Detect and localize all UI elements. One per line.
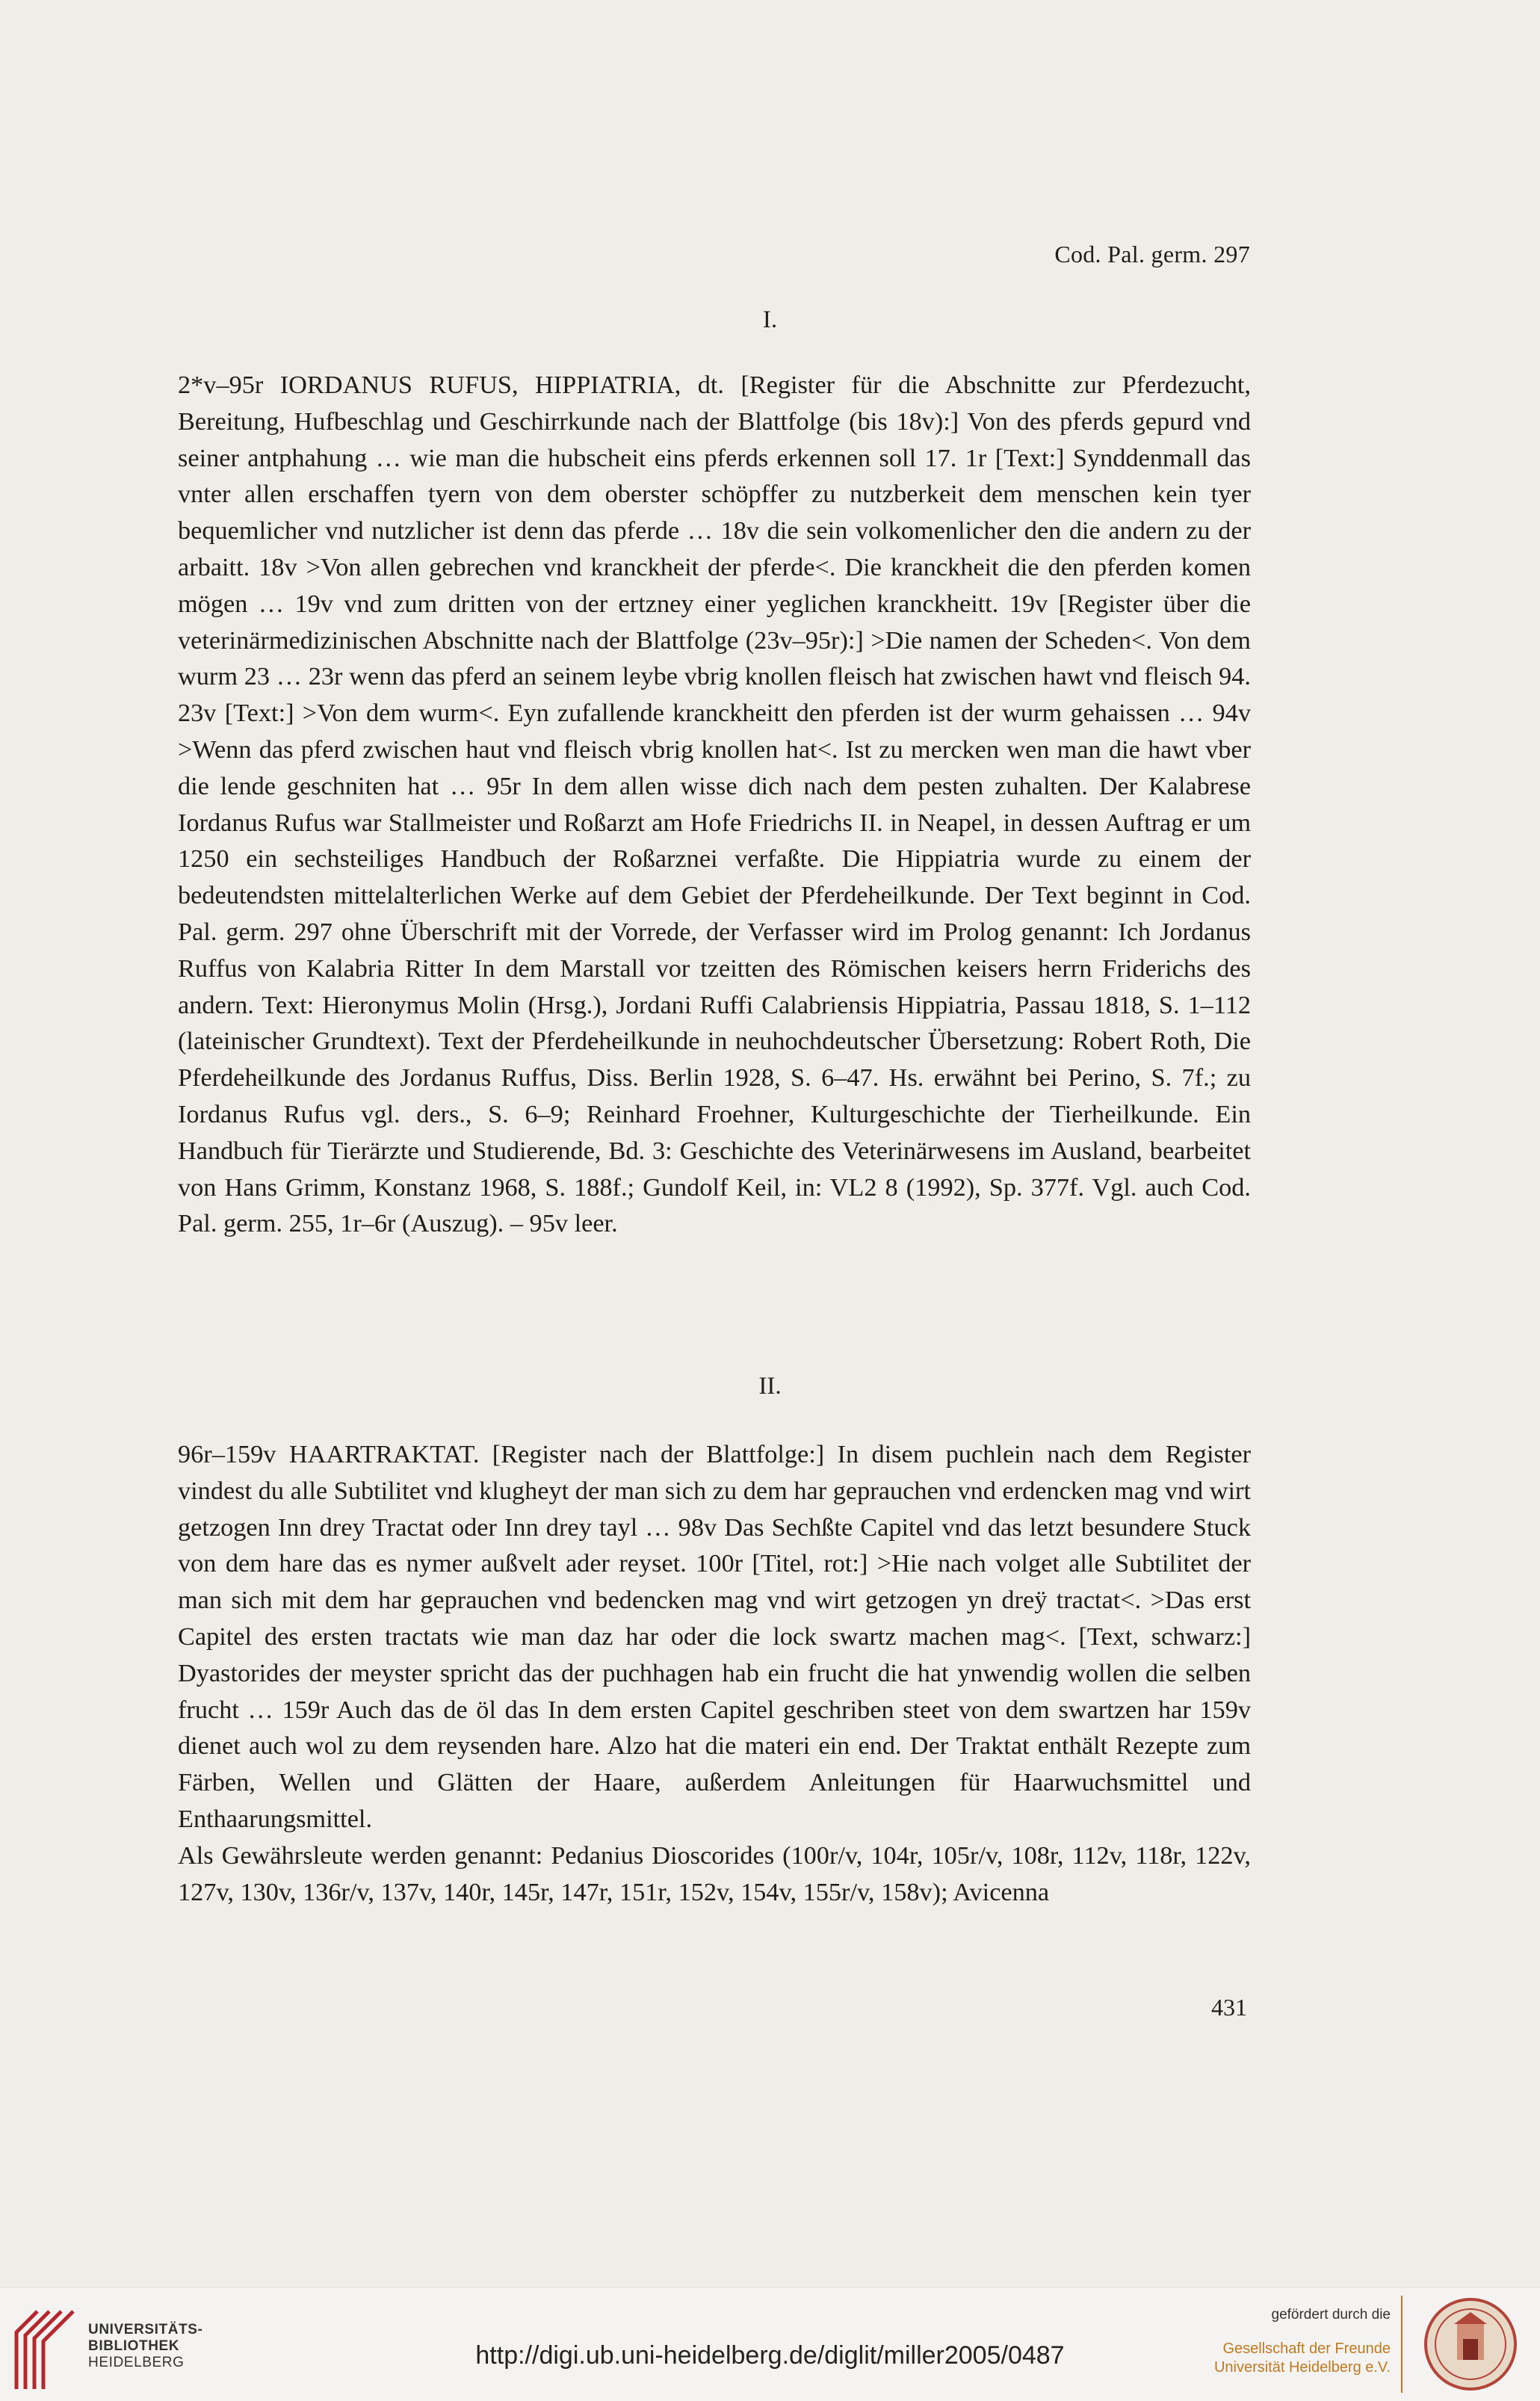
university-seal-icon [1418,2296,1523,2393]
section-numeral-1: I. [762,306,778,333]
university-library-name: UNIVERSITÄTS- BIBLIOTHEK HEIDELBERG [88,2322,203,2370]
source-url-link[interactable]: http://digi.ub.uni-heidelberg.de/diglit/miller2005/0487 [475,2341,1065,2370]
section-1-paragraph: 2*v–95r IORDANUS RUFUS, HIPPIATRIA, dt. [Register für die Abschnitte zur Pferdezucht, Bereitung, Hufbeschlag und Geschirrkunde nach der Blattfolge (bis 18v):] Von des pferds gepurd vnd seiner antphahung … wie man die hubscheit eins pferds erkennen soll 17. 1r [Text:] Synddenmall das vnter allen erschaffen tyern von dem oberster schöpffer zu nutzberkeit dem menschen kein tyer bequemlicher vnd nutzlicher ist denn das pferde … 18v die sein volkomenlicher den die andern zu der arbaitt. 18v >Von allen gebrechen vnd kranckheit der pferde<. Die kranckheit die den pferden komen mögen … 19v vnd zum dritten von der ertzney einer yeglichen kranckheitt. 19v [Register über die veterinärmedizinischen Abschnitte nach der Blattfolge (23v–95r):] >Die namen der Scheden<. Von dem wurm 23 … 23r wenn das pferd an seinem leybe vbrig knollen fleisch hat zwischen hawt vnd fleisch 94. 23v [Text:] >Von dem wurm<. Eyn zufallende kranckheitt den pferden ist der wurm gehaissen … 94v >Wenn das pferd zwischen haut vnd fleisch vbrig knollen hat<. Ist zu mercken wen man die hawt vber die lende geschniten hat … 95r In dem allen wisse dich nach dem pesten zuhalten. Der Kalabrese Iordanus Rufus war Stallmeister und Roßarzt am Hofe Friedrichs II. in Neapel, in dessen Auftrag er um 1250 ein sechsteiliges Handbuch der Roßarznei verfaßte. Die Hippiatria wurde zu einem der bedeutendsten mittelalterlichen Werke auf dem Gebiet der Pferdeheilkunde. Der Text beginnt in Cod. Pal. germ. 297 ohne Überschrift mit der Vorrede, der Verfasser wird im Prolog genannt: Ich Jordanus Ruffus von Kalabria Ritter In dem Marstall vor tzeitten des Römischen keisers herrn Friderichs des andern. Text: Hieronymus Molin (Hrsg.), Jordani Ruffi Calabriensis Hippiatria, Passau 1818, S. 1–112 (lateinischer Grundtext). Text der Pferdeheilkunde in neuhochdeutscher Übersetzung: Robert Roth, Die Pferdeheilkunde des Jordanus Ruffus, Diss. Berlin 1928, S. 6–47. Hs. erwähnt bei Perino, S. 7f.; zu Iordanus Rufus vgl. ders., S. 6–9; Reinhard Froehner, Kulturgeschichte der Tierheilkunde. Ein Handbuch für Tierärzte und Studierende, Bd. 3: Geschichte des Veterinärwesens im Ausland, bearbeitet von Hans Grimm, Konstanz 1968, S. 188f.; Gundolf Keil, in: VL2 8 (1992), Sp. 377f. Vgl. auch Cod. Pal. germ. 255, 1r–6r (Auszug). – 95v leer. [178,371,1251,1238]
sponsor-block: gefördert durch die Gesellschaft der Freunde Universität Heidelberg e.V. [1213,2307,1391,2376]
section-2-paragraph-2: Als Gewährsleute werden genannt: Pedanius Dioscorides (100r/v, 104r, 105r/v, 108r, 112v, 118r, 122v, 127v, 130v, 136r/v, 137v, 140r, 145r, 147r, 151r, 152v, 154v, 155r/v, 158v); Avicenna [178,1841,1251,1906]
section-2-body [178,1436,1251,1910]
page-number: 431 [1211,1994,1247,2021]
section-numeral-2: II. [758,1373,782,1400]
sponsor-divider [1401,2296,1403,2393]
section-1-body [178,367,1251,1242]
running-head: Cod. Pal. germ. 297 [1054,241,1250,268]
section-2-paragraph-1: 96r–159v HAARTRAKTAT. [Register nach der Blattfolge:] In disem puchlein nach dem Register vindest du alle Subtilitet vnd klugheyt der man sich zu dem har geprauchen vnd erdencken mag vnd wirt getzogen Inn drey Tractat oder Inn drey tayl … 98v Das Sechßte Capitel vnd das letzt besundere Stuck von dem hare das es nymer außvelt ader reyset. 100r [Titel, rot:] >Hie nach volget alle Subtilitet der man sich mit dem har geprauchen vnd bedencken mag vnd wirt getzogen yn dreÿ tractat<. >Das erst Capitel des ersten tractats wie man daz har oder die lock swartz machen mag<. [Text, schwarz:] Dyastorides der meyster spricht das der puchhagen hab ein frucht die hat ynwendig wollen die selben frucht … 159r Auch das de öl das In dem ersten Capitel geschriben steet von dem swartzen har 159v dienet auch wol zu dem reysenden hare. Alzo hat die materi ein end. Der Traktat enthält Rezepte zum Färben, Wellen und Glätten der Haare, außerdem Anleitungen für Haarwuchsmittel und Enthaarungsmittel. [178,1440,1251,1833]
